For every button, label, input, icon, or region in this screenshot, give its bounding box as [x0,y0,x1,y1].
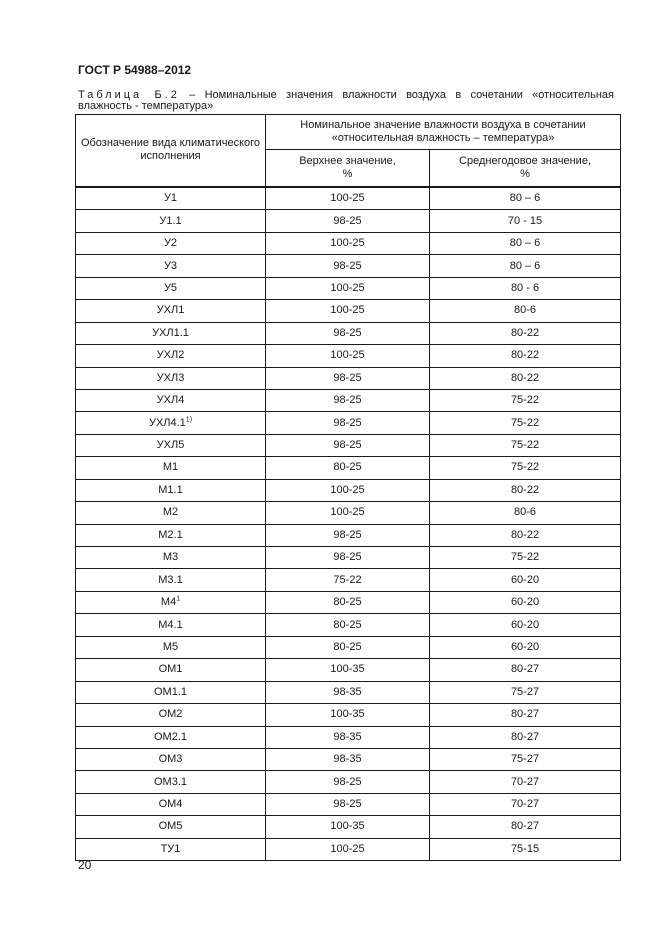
table-row [76,322,621,344]
table-row [76,547,621,569]
designation-text: ОМ4 [158,798,183,811]
cell-designation [76,434,266,456]
cell-upper-value: 100-25 [266,838,430,860]
cell-designation [76,367,266,389]
cell-upper-value: 98-25 [266,210,430,232]
cell-designation [76,210,266,232]
cell-designation [76,187,266,210]
cell-upper-value: 98-25 [266,771,430,793]
cell-average-value: 80-6 [430,300,621,322]
cell-average-value: 70 - 15 [430,210,621,232]
table-row [76,771,621,793]
table-row [76,255,621,277]
cell-designation [76,659,266,681]
cell-average-value: 75-27 [430,681,621,703]
designation-text: ОМ1 [158,663,183,676]
cell-upper-value: 80-25 [266,591,430,613]
cell-designation [76,547,266,569]
table-row [76,793,621,815]
cell-upper-value: 100-25 [266,300,430,322]
designation-text: М3 [162,551,179,564]
table-caption [78,90,614,112]
cell-designation [76,681,266,703]
table-row [76,681,621,703]
cell-designation [76,300,266,322]
cell-designation [76,614,266,636]
cell-upper-value: 75-22 [266,569,430,591]
designation-text: У1.1 [159,214,182,227]
cell-upper-value: 98-35 [266,726,430,748]
table-row [76,434,621,456]
cell-average-value: 60-20 [430,569,621,591]
cell-average-value: 80-27 [430,816,621,838]
designation-text: ОМ3 [158,753,183,766]
table-row [76,479,621,501]
designation-text: ТУ1 [160,842,181,855]
designation-text: М4.1 [158,618,183,631]
designation-text: УХЛ1.1 [152,326,189,339]
table-row [76,614,621,636]
table-row [76,345,621,367]
cell-average-value: 70-27 [430,771,621,793]
cell-average-value: 80 - 6 [430,277,621,299]
designation-text: М1 [162,461,179,474]
table-caption-text: – Номинальные значения влажности воздуха в сочетании «относительная влажность - температура» [78,89,614,112]
cell-designation [76,457,266,479]
designation-text: УХЛ3 [156,371,185,384]
table-row [76,816,621,838]
document-code: ГОСТ Р 54988–2012 [78,63,192,77]
cell-designation [76,232,266,254]
designation-text: УХЛ4.1 [148,416,186,429]
cell-average-value: 60-20 [430,636,621,658]
header-upper-value-unit: % [342,168,353,180]
cell-designation [76,816,266,838]
cell-average-value: 75-27 [430,748,621,770]
header-upper-value [266,150,430,188]
cell-designation [76,412,266,434]
cell-designation [76,524,266,546]
designation-text: ОМ2 [158,708,183,721]
cell-upper-value: 100-25 [266,187,430,210]
table-row [76,232,621,254]
cell-average-value: 75-22 [430,457,621,479]
cell-upper-value: 80-25 [266,457,430,479]
table-row [76,502,621,524]
designation-text: М3.1 [158,573,183,586]
cell-designation [76,479,266,501]
humidity-table [75,114,621,861]
cell-upper-value: 100-25 [266,479,430,501]
table-row [76,636,621,658]
cell-upper-value: 98-25 [266,547,430,569]
table-body [76,187,621,861]
cell-average-value: 75-22 [430,389,621,411]
designation-text: УХЛ5 [156,439,185,452]
table-row [76,591,621,613]
header-nominal-humidity: Номинальное значение влажности воздуха в сочетании «относительная влажность – температура» [266,115,621,150]
cell-average-value: 80-22 [430,524,621,546]
designation-text: ОМ2.1 [153,730,187,743]
header-upper-value-title: Верхнее значение, [299,155,396,167]
cell-upper-value: 100-35 [266,659,430,681]
cell-average-value: 60-20 [430,591,621,613]
cell-upper-value: 80-25 [266,614,430,636]
table-row [76,187,621,210]
cell-upper-value: 98-25 [266,412,430,434]
cell-average-value: 80-27 [430,726,621,748]
cell-average-value: 80 – 6 [430,255,621,277]
header-designation: Обозначение вида климатического исполнения [76,115,266,188]
cell-upper-value: 100-35 [266,704,430,726]
cell-upper-value: 98-35 [266,748,430,770]
cell-designation [76,255,266,277]
designation-text: М4 [160,596,177,609]
table-caption-label: Таблица Б.2 [78,89,180,101]
designation-footnote-mark: 1) [185,415,193,423]
cell-average-value: 80 – 6 [430,232,621,254]
designation-footnote-mark: 1 [176,595,181,603]
table-row [76,389,621,411]
cell-average-value: 80-27 [430,704,621,726]
cell-upper-value: 98-25 [266,434,430,456]
cell-designation [76,838,266,860]
cell-designation [76,345,266,367]
table-row [76,457,621,479]
cell-average-value: 80-22 [430,367,621,389]
cell-average-value: 75-22 [430,412,621,434]
cell-upper-value: 100-25 [266,345,430,367]
cell-average-value: 80-6 [430,502,621,524]
table-row [76,300,621,322]
designation-text: У2 [163,237,178,250]
cell-average-value: 80-22 [430,345,621,367]
designation-text: М2 [162,506,179,519]
cell-upper-value: 98-35 [266,681,430,703]
cell-upper-value: 98-25 [266,793,430,815]
cell-designation [76,636,266,658]
cell-designation [76,793,266,815]
table-row [76,659,621,681]
cell-upper-value: 100-25 [266,502,430,524]
designation-text: У5 [163,281,178,294]
designation-text: ОМ3.1 [153,775,187,788]
table-row [76,210,621,232]
table-row [76,704,621,726]
table-row [76,524,621,546]
designation-text: У1 [163,192,178,205]
cell-designation [76,389,266,411]
page-number: 20 [78,858,92,872]
cell-upper-value: 98-25 [266,367,430,389]
designation-text: М1.1 [158,483,183,496]
table-row [76,277,621,299]
cell-upper-value: 98-25 [266,255,430,277]
cell-average-value: 80-22 [430,479,621,501]
cell-average-value: 80-22 [430,322,621,344]
cell-upper-value: 98-25 [266,524,430,546]
cell-designation [76,591,266,613]
cell-upper-value: 100-25 [266,232,430,254]
cell-average-value: 80 – 6 [430,187,621,210]
cell-average-value: 60-20 [430,614,621,636]
cell-average-value: 80-27 [430,659,621,681]
cell-average-value: 75-22 [430,434,621,456]
table-row [76,412,621,434]
designation-text: УХЛ2 [156,349,185,362]
cell-designation [76,569,266,591]
designation-text: УХЛ4 [156,394,185,407]
designation-text: М5 [162,640,179,653]
cell-average-value: 75-15 [430,838,621,860]
designation-text: М2.1 [158,528,183,541]
cell-designation [76,726,266,748]
header-average-value-title: Среднегодовое значение, [459,155,591,167]
cell-average-value: 75-22 [430,547,621,569]
cell-designation [76,322,266,344]
table-row [76,838,621,860]
cell-designation [76,704,266,726]
cell-designation [76,771,266,793]
cell-upper-value: 80-25 [266,636,430,658]
table-row [76,569,621,591]
cell-upper-value: 100-25 [266,277,430,299]
cell-upper-value: 98-25 [266,389,430,411]
designation-text: У3 [163,259,178,272]
cell-designation [76,748,266,770]
table-row [76,367,621,389]
cell-designation [76,277,266,299]
cell-upper-value: 98-25 [266,322,430,344]
header-average-value [430,150,621,188]
header-average-value-unit: % [520,168,530,180]
designation-text: УХЛ1 [156,304,185,317]
cell-upper-value: 100-35 [266,816,430,838]
cell-average-value: 70-27 [430,793,621,815]
designation-text: ОМ1.1 [153,685,187,698]
table-row [76,726,621,748]
table-row [76,748,621,770]
designation-text: ОМ5 [158,820,183,833]
cell-designation [76,502,266,524]
